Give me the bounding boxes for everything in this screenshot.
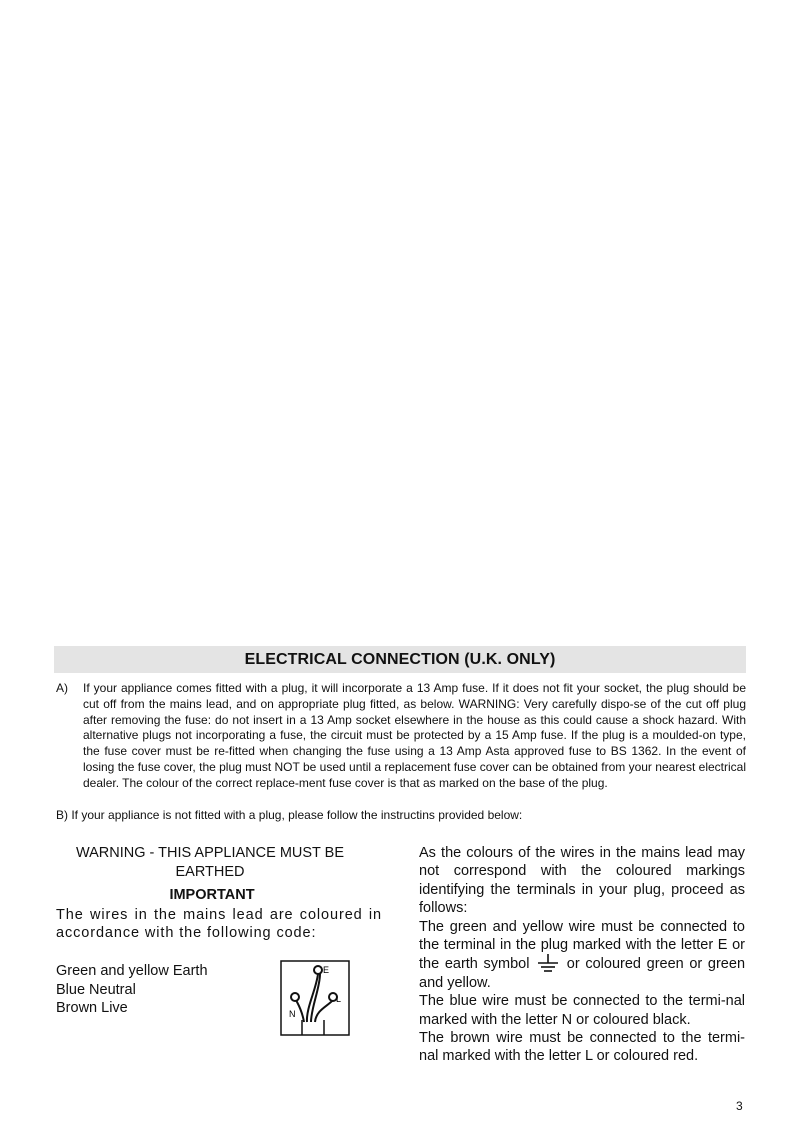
plug-wiring-diagram — [280, 960, 350, 1036]
earth-instruction-end: or coloured green or green and yellow. — [419, 956, 746, 991]
terminal-n-label: N — [289, 1009, 296, 1019]
right-paragraph-1: As the colours of the wires in the mains lead may not correspond with the coloured markings identifying the terminals in your plug, proceed as follows: — [419, 845, 745, 917]
earthing-warning: WARNING - THIS APPLIANCE MUST BE EARTHED — [75, 845, 345, 880]
code-earth: Green and yellow Earth — [56, 963, 208, 979]
terminal-e-label: E — [323, 965, 330, 975]
earth-symbol-icon — [537, 954, 559, 972]
paragraph-a — [56, 681, 746, 792]
colour-code-list — [56, 962, 208, 1018]
left-column — [56, 844, 382, 1016]
paragraph-b: B) If your appliance is not fitted with a plug, please follow the instructins provided below: — [56, 808, 523, 822]
paragraph-a-label: A) — [56, 681, 68, 695]
section-title: ELECTRICAL CONNECTION (U.K. ONLY) — [54, 646, 746, 673]
right-paragraph-3: The blue wire must be connected to the termi-nal marked with the letter N or coloured black. — [419, 993, 745, 1028]
terminal-l-label: L — [336, 994, 342, 1004]
code-live: Brown Live — [56, 1000, 128, 1016]
paragraph-a-text: If your appliance comes fitted with a plug, it will incorporate a 13 Amp fuse. If it does not fit your socket, the plug should be cut off from the mains lead, and on appropriate plug fitted, as below. WARNING: Very carefully dispo-se of the cut off plug after removing the fuse: do not insert in a 13 Amp socket elsewhere in the house as this could cause a shock hazard. With alternative plugs not incorporating a fuse, the circuit must be protected by a 15 Amp fuse. If the plug is a moulded-on type, the fuse cover must be re-fitted when changing the fuse using a 13 Amp Asta approved fuse to BS 1362. In the event of losing the fuse cover, the plug must NOT be used until a replacement fuse cover can be obtained from your nearest electrical dealer. The colour of the correct replace-ment fuse cover is that as marked on the base of the plug. — [83, 681, 746, 790]
page-number: 3 — [736, 1099, 743, 1113]
important-heading: IMPORTANT — [169, 887, 255, 903]
right-column — [419, 844, 745, 1066]
earth-instruction-start: The green and yellow wire must be connected to the terminal in the plug marked with the letter E or the earth symbol — [419, 918, 745, 973]
right-paragraph-2 — [419, 918, 745, 993]
wires-intro: The wires in the mains lead are coloured in accordance with the following code: — [56, 907, 382, 941]
code-neutral: Blue Neutral — [56, 981, 136, 998]
right-paragraph-4: The brown wire must be connected to the termi-nal marked with the letter L or coloured red. — [419, 1030, 745, 1065]
